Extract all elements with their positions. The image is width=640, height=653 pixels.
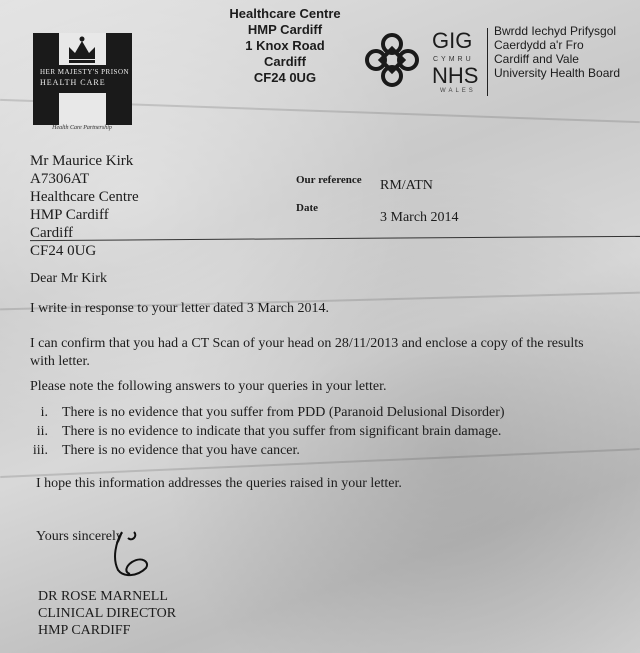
closing: Yours sincerely xyxy=(36,529,123,544)
date-label: Date xyxy=(296,202,318,214)
list-text: There is no evidence that you suffer from PDD (Paranoid Delusional Disorder) xyxy=(62,405,505,420)
board-line: University Health Board xyxy=(494,66,621,80)
list-number: ii. xyxy=(36,424,48,439)
paragraph-2-line-2: with letter. xyxy=(30,354,90,369)
recipient-address xyxy=(30,152,139,260)
recipient-line: HMP Cardiff xyxy=(30,207,109,223)
signatory-title: CLINICAL DIRECTOR xyxy=(38,606,177,621)
reference-value: RM/ATN xyxy=(380,178,433,193)
signatory-organisation: HMP CARDIFF xyxy=(38,623,131,638)
list-number: iii. xyxy=(32,443,48,458)
nhs-cymru-label: CYMRU xyxy=(433,56,474,63)
recipient-line: A7306AT xyxy=(30,171,90,187)
board-line: Bwrdd Iechyd Prifysgol xyxy=(494,24,617,38)
nhs-wales-label: WALES xyxy=(440,88,476,94)
recipient-line: Healthcare Centre xyxy=(30,189,139,205)
sender-address xyxy=(215,6,355,86)
paragraph-3: Please note the following answers to your queries in your letter. xyxy=(30,379,387,394)
paragraph-1: I write in response to your letter dated 3 March 2014. xyxy=(30,301,329,316)
date-value: 3 March 2014 xyxy=(380,210,459,225)
recipient-line: CF24 0UG xyxy=(30,243,97,259)
list-item xyxy=(14,423,501,440)
salutation: Dear Mr Kirk xyxy=(30,271,107,286)
signatory-name: DR ROSE MARNELL xyxy=(38,589,168,604)
list-item xyxy=(14,442,300,459)
handwritten-signature xyxy=(108,528,168,580)
list-number: i. xyxy=(40,405,48,420)
address-line: Healthcare Centre xyxy=(229,6,341,21)
address-line: CF24 0UG xyxy=(253,70,317,85)
logo-line2: HEALTH CARE xyxy=(40,78,106,87)
logo-line1: HER MAJESTY'S PRISON xyxy=(40,68,130,76)
logo-divider xyxy=(487,28,488,96)
board-line: Cardiff and Vale xyxy=(494,52,579,66)
nhs-label: NHS xyxy=(432,63,479,88)
list-text: There is no evidence to indicate that you suffer from significant brain damage. xyxy=(62,424,502,439)
nhs-gig-label: GIG xyxy=(432,28,473,53)
board-line: Caerdydd a'r Fro xyxy=(494,38,584,52)
list-item xyxy=(14,404,505,421)
signatory-block xyxy=(38,588,176,639)
nhs-wales-knot-icon xyxy=(360,28,424,92)
health-board-name xyxy=(494,24,640,80)
reference-label: Our reference xyxy=(296,174,362,186)
paragraph-2-line-1: I can confirm that you had a CT Scan of your head on 28/11/2013 and enclose a copy of the results xyxy=(30,336,584,351)
recipient-line: Cardiff xyxy=(30,225,74,241)
address-line: Cardiff xyxy=(264,54,306,69)
logo-caption: Health Care Partnership xyxy=(52,125,112,131)
address-line: HMP Cardiff xyxy=(247,22,323,37)
paragraph-4: I hope this information addresses the queries raised in your letter. xyxy=(36,476,402,491)
list-text: There is no evidence that you have cancer. xyxy=(62,443,300,458)
address-line: 1 Knox Road xyxy=(245,38,325,53)
recipient-line: Mr Maurice Kirk xyxy=(30,153,134,169)
